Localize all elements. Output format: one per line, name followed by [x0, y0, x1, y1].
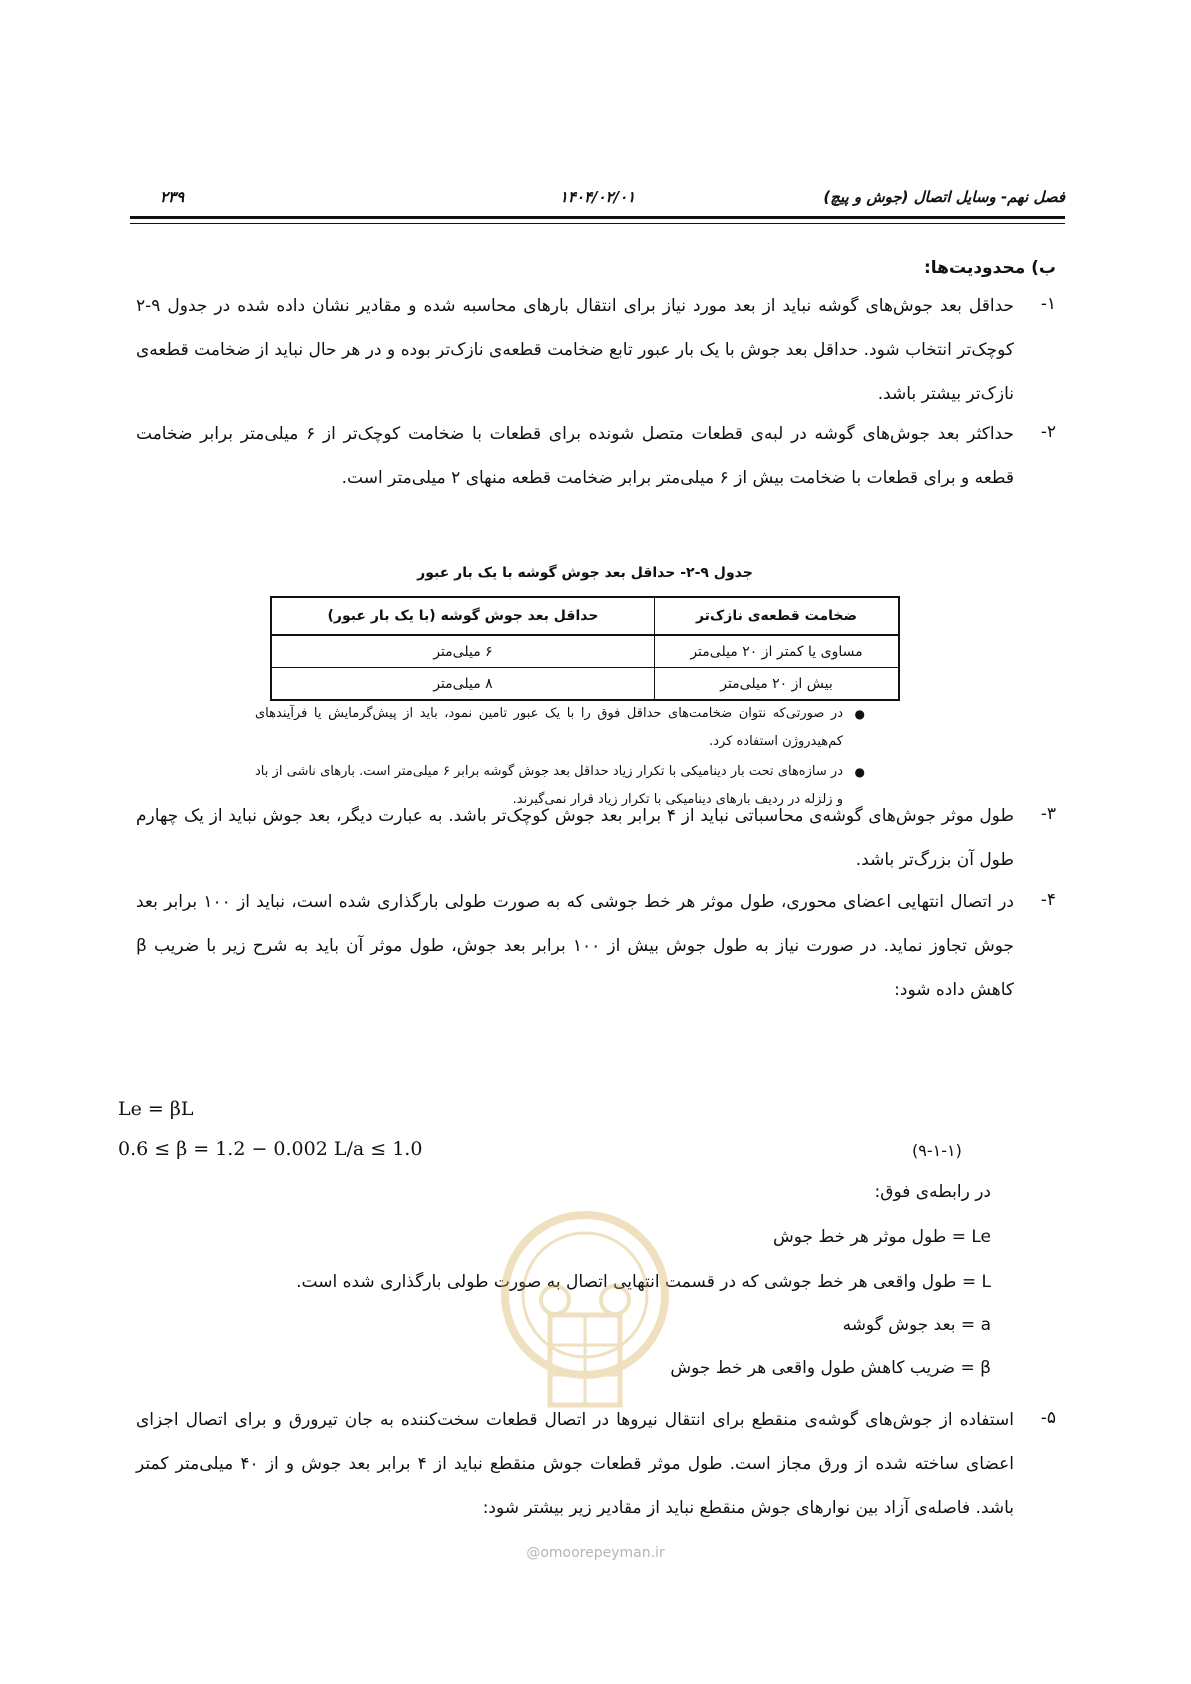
item-number: ۵-: [1040, 1408, 1056, 1428]
definition-item: Le = طول موثر هر خط جوش: [772, 1227, 991, 1247]
list-item: [136, 794, 1056, 882]
header-rule-thin: [130, 223, 1065, 224]
table-cell: ۸ میلی‌متر: [271, 668, 654, 701]
list-item: [136, 284, 1056, 416]
item-number: ۲-: [1040, 422, 1056, 442]
list-item: [136, 880, 1056, 1012]
table-cell: ۶ میلی‌متر: [271, 635, 654, 668]
definition-item: L = طول واقعی هر خط جوشی که در قسمت انتهایی اتصال به صورت طولی بارگذاری شده است.: [296, 1272, 991, 1292]
table-row: [271, 635, 899, 668]
item-number: ۱-: [1040, 294, 1056, 314]
table-header-row: [271, 597, 899, 635]
definitions-intro: در رابطه‌ی فوق:: [874, 1182, 991, 1202]
list-item: [136, 412, 1056, 500]
section-heading: ب) محدودیت‌ها:: [923, 258, 1056, 278]
watermark-logo-icon: [495, 1205, 675, 1435]
table-note: [255, 700, 865, 756]
min-weld-size-table: [270, 596, 900, 701]
item-text: حداکثر بعد جوش‌های گوشه در لبه‌ی قطعات متصل شونده برای قطعات با ضخامت کوچک‌تر از ۶ میلی‌متر برابر ضخامت قطعه و برای قطعات با ضخامت بیش از ۶ میلی‌متر برابر ضخامت قطعه منهای ۲ میلی‌متر است.: [136, 424, 1014, 488]
item-text: حداقل بعد جوش‌های گوشه نباید از بعد مورد نیاز برای انتقال بارهای محاسبه شده و مقادیر نشان داده شده در جدول ۹-۲ کوچک‌تر انتخاب شود. حداقل بعد جوش با یک بار عبور تابع ضخامت قطعه‌ی نازک‌تر بوده و در هر حال نباید از ضخامت قطعه‌ی نازک‌تر بیشتر باشد.: [136, 296, 1014, 404]
bullet-icon: ●: [854, 707, 865, 721]
table-header-cell: حداقل بعد جوش گوشه (با یک بار عبور): [271, 597, 654, 635]
item-text: در اتصال انتهایی اعضای محوری، طول موثر هر خط جوشی که به صورت طولی بارگذاری شده است، نباید از ۱۰۰ برابر بعد جوش تجاوز نماید. در صورت نیاز به طول جوش بیش از ۱۰۰ برابر بعد جوش، طول موثر آن باید به شرح زیر با ضریب β کاهش داده شود:: [136, 892, 1015, 1000]
item-number: ۴-: [1040, 890, 1056, 910]
table-caption: جدول ۹-۲- حداقل بعد جوش گوشه با یک بار عبور: [417, 565, 753, 581]
table-cell: مساوی یا کمتر از ۲۰ میلی‌متر: [654, 635, 899, 668]
page-number: ۲۳۹: [160, 188, 185, 206]
item-number: ۳-: [1040, 804, 1056, 824]
item-text: طول موثر جوش‌های گوشه‌ی محاسباتی نباید از ۴ برابر بعد جوش کوچک‌تر باشد. به عبارت دیگر، بعد جوش نباید از یک چهارم طول آن بزرگ‌تر باشد.: [136, 806, 1014, 870]
page-header: [130, 188, 1065, 212]
watermark-text: @omoorepeyman.ir: [526, 1545, 665, 1561]
definition-item: β = ضریب کاهش طول واقعی هر خط جوش: [670, 1358, 991, 1378]
definition-item: a = بعد جوش گوشه: [842, 1315, 991, 1335]
chapter-title: فصل نهم- وسایل اتصال (جوش و پیچ): [823, 188, 1065, 206]
header-rule-thick: [130, 216, 1065, 219]
header-date: ۱۴۰۴/۰۲/۰۱: [559, 188, 636, 206]
table-header-cell: ضخامت قطعه‌ی نازک‌تر: [654, 597, 899, 635]
bullet-icon: ●: [854, 765, 865, 779]
equation-number: (۹-۱-۱): [912, 1141, 962, 1160]
item-text: استفاده از جوش‌های گوشه‌ی منقطع برای انتقال نیروها در اتصال قطعات سخت‌کننده به جان تیرورق و برای اتصال اجزای اعضای ساخته شده از ورق مجاز است. طول موثر قطعات جوش منقطع نباید از ۴ برابر بعد جوش و از ۴۰ میلی‌متر کمتر باشد. فاصله‌ی آزاد بین نوارهای جوش منقطع نباید از مقادیر زیر بیشتر شود:: [136, 1410, 1014, 1518]
note-text: در سازه‌های تحت بار دینامیکی با تکرار زیاد حداقل بعد جوش گوشه برابر ۶ میلی‌متر است. بارهای ناشی از باد و زلزله در ردیف بارهای دینامیکی با تکرار زیاد قرار نمی‌گیرند.: [255, 764, 843, 807]
note-text: در صورتی‌که نتوان ضخامت‌های حداقل فوق را با یک عبور تامین نمود، باید از پیش‌گرمایش یا فرآیندهای کم‌هیدروژن استفاده کرد.: [255, 706, 843, 749]
formula-effective-length: Le = βL: [118, 1098, 194, 1120]
table-row: [271, 668, 899, 701]
formula-beta: 0.6 ≤ β = 1.2 − 0.002 L/a ≤ 1.0: [118, 1138, 423, 1160]
table-cell: بیش از ۲۰ میلی‌متر: [654, 668, 899, 701]
